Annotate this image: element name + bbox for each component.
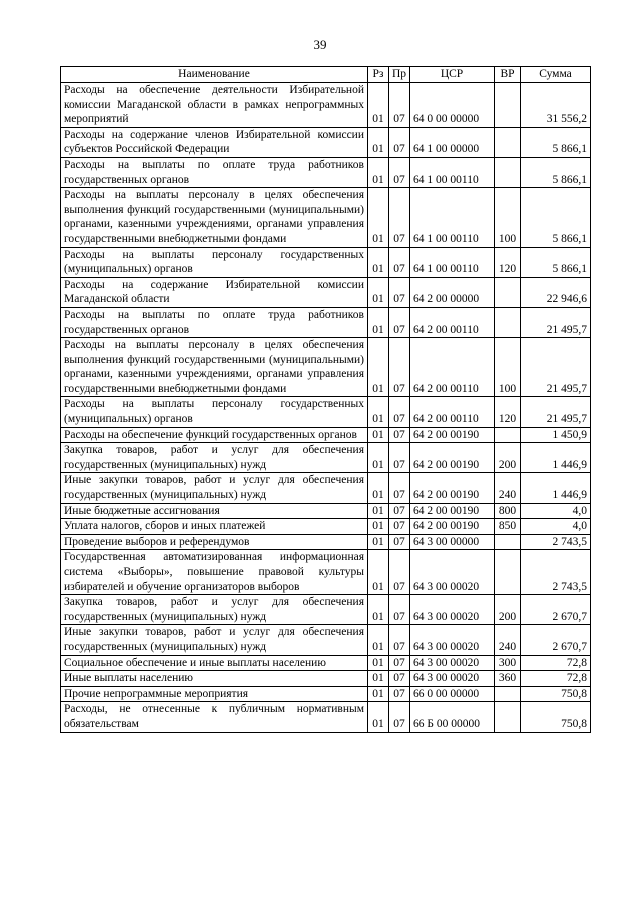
table-body [61, 83, 591, 733]
cell-rz: 01 [368, 307, 389, 337]
header-csr: ЦСР [410, 67, 495, 83]
cell-sum: 2 670,7 [521, 625, 591, 655]
cell-vr: 240 [495, 473, 521, 503]
cell-pr: 07 [389, 157, 410, 187]
cell-vr [495, 550, 521, 595]
cell-rz: 01 [368, 550, 389, 595]
cell-name: Расходы на обеспечение деятельности Избирательной комиссии Магаданской области в рамках непрограммных мероприятий [61, 83, 368, 128]
cell-name: Иные закупки товаров, работ и услуг для обеспечения государственных (муниципальных) нужд [61, 473, 368, 503]
budget-table [60, 66, 591, 733]
cell-csr: 64 3 00 00020 [410, 671, 495, 687]
cell-vr [495, 307, 521, 337]
cell-csr: 64 3 00 00020 [410, 625, 495, 655]
cell-pr: 07 [389, 307, 410, 337]
cell-rz: 01 [368, 338, 389, 397]
cell-name: Иные выплаты населению [61, 671, 368, 687]
cell-name: Социальное обеспечение и иные выплаты населению [61, 655, 368, 671]
cell-csr: 64 2 00 00110 [410, 307, 495, 337]
cell-pr: 07 [389, 277, 410, 307]
cell-pr: 07 [389, 127, 410, 157]
cell-sum: 22 946,6 [521, 277, 591, 307]
cell-vr [495, 157, 521, 187]
table-row [61, 247, 591, 277]
table-row [61, 550, 591, 595]
cell-csr: 64 3 00 00020 [410, 595, 495, 625]
cell-rz: 01 [368, 519, 389, 535]
header-pr: Пр [389, 67, 410, 83]
cell-sum: 5 866,1 [521, 247, 591, 277]
table-row [61, 686, 591, 702]
cell-pr: 07 [389, 519, 410, 535]
cell-vr [495, 277, 521, 307]
cell-csr: 64 3 00 00020 [410, 655, 495, 671]
cell-vr: 300 [495, 655, 521, 671]
table-row [61, 277, 591, 307]
table-row [61, 702, 591, 732]
cell-rz: 01 [368, 157, 389, 187]
cell-vr: 200 [495, 595, 521, 625]
header-sum: Сумма [521, 67, 591, 83]
page-number: 39 [313, 37, 327, 52]
table-row [61, 83, 591, 128]
cell-csr: 64 0 00 00000 [410, 83, 495, 128]
cell-name: Расходы на выплаты персоналу в целях обеспечения выполнения функций государственными (муниципальными) органами, казенными учреждениями, органами управления государственными внебюджетными фондами [61, 188, 368, 247]
cell-pr: 07 [389, 188, 410, 247]
cell-name: Расходы на выплаты персоналу в целях обеспечения выполнения функций государственными (муниципальными) органами, казенными учреждениями, органами управления государственными внебюджетными фондами [61, 338, 368, 397]
cell-csr: 64 1 00 00000 [410, 127, 495, 157]
cell-sum: 750,8 [521, 686, 591, 702]
cell-pr: 07 [389, 338, 410, 397]
cell-sum: 5 866,1 [521, 188, 591, 247]
table-row [61, 625, 591, 655]
cell-name: Расходы на обеспечение функций государственных органов [61, 427, 368, 443]
cell-sum: 21 495,7 [521, 397, 591, 427]
cell-vr [495, 534, 521, 550]
cell-csr: 64 2 00 00190 [410, 443, 495, 473]
cell-rz: 01 [368, 503, 389, 519]
cell-csr: 64 1 00 00110 [410, 157, 495, 187]
cell-vr [495, 83, 521, 128]
cell-name: Расходы на выплаты персоналу государственных (муниципальных) органов [61, 247, 368, 277]
cell-sum: 4,0 [521, 503, 591, 519]
cell-rz: 01 [368, 247, 389, 277]
cell-vr: 100 [495, 338, 521, 397]
table-row [61, 671, 591, 687]
cell-rz: 01 [368, 188, 389, 247]
cell-sum: 750,8 [521, 702, 591, 732]
cell-pr: 07 [389, 534, 410, 550]
cell-csr: 64 2 00 00000 [410, 277, 495, 307]
cell-vr [495, 127, 521, 157]
cell-vr: 240 [495, 625, 521, 655]
table-row [61, 188, 591, 247]
cell-rz: 01 [368, 127, 389, 157]
cell-name: Иные закупки товаров, работ и услуг для обеспечения государственных (муниципальных) нужд [61, 625, 368, 655]
cell-rz: 01 [368, 397, 389, 427]
cell-pr: 07 [389, 427, 410, 443]
table-row [61, 473, 591, 503]
cell-sum: 72,8 [521, 655, 591, 671]
cell-name: Закупка товаров, работ и услуг для обеспечения государственных (муниципальных) нужд [61, 443, 368, 473]
table-header-row [61, 67, 591, 83]
cell-csr: 64 2 00 00190 [410, 519, 495, 535]
cell-sum: 5 866,1 [521, 157, 591, 187]
cell-vr: 360 [495, 671, 521, 687]
header-vr: ВР [495, 67, 521, 83]
table-row [61, 443, 591, 473]
cell-csr: 64 1 00 00110 [410, 188, 495, 247]
cell-rz: 01 [368, 595, 389, 625]
cell-vr [495, 702, 521, 732]
cell-name: Уплата налогов, сборов и иных платежей [61, 519, 368, 535]
cell-csr: 66 0 00 00000 [410, 686, 495, 702]
cell-sum: 1 446,9 [521, 473, 591, 503]
cell-name: Закупка товаров, работ и услуг для обеспечения государственных (муниципальных) нужд [61, 595, 368, 625]
table-row [61, 519, 591, 535]
table-row [61, 655, 591, 671]
cell-pr: 07 [389, 625, 410, 655]
cell-csr: 64 2 00 00190 [410, 473, 495, 503]
cell-csr: 64 2 00 00110 [410, 338, 495, 397]
cell-name: Расходы на выплаты по оплате труда работников государственных органов [61, 307, 368, 337]
cell-name: Расходы на содержание Избирательной комиссии Магаданской области [61, 277, 368, 307]
cell-pr: 07 [389, 83, 410, 128]
cell-name: Расходы, не отнесенные к публичным нормативным обязательствам [61, 702, 368, 732]
cell-name: Расходы на выплаты по оплате труда работников государственных органов [61, 157, 368, 187]
cell-csr: 64 2 00 00110 [410, 397, 495, 427]
cell-rz: 01 [368, 473, 389, 503]
cell-sum: 2 670,7 [521, 595, 591, 625]
cell-csr: 64 3 00 00020 [410, 550, 495, 595]
cell-vr: 120 [495, 247, 521, 277]
cell-sum: 21 495,7 [521, 338, 591, 397]
table-row [61, 127, 591, 157]
cell-sum: 1 450,9 [521, 427, 591, 443]
cell-sum: 21 495,7 [521, 307, 591, 337]
cell-pr: 07 [389, 397, 410, 427]
cell-vr: 200 [495, 443, 521, 473]
cell-sum: 72,8 [521, 671, 591, 687]
cell-rz: 01 [368, 277, 389, 307]
cell-pr: 07 [389, 655, 410, 671]
cell-pr: 07 [389, 702, 410, 732]
cell-sum: 31 556,2 [521, 83, 591, 128]
table-row [61, 307, 591, 337]
cell-vr: 120 [495, 397, 521, 427]
cell-csr: 64 2 00 00190 [410, 503, 495, 519]
cell-name: Проведение выборов и референдумов [61, 534, 368, 550]
cell-rz: 01 [368, 655, 389, 671]
table-row [61, 534, 591, 550]
table-row [61, 427, 591, 443]
cell-rz: 01 [368, 83, 389, 128]
cell-pr: 07 [389, 550, 410, 595]
cell-rz: 01 [368, 671, 389, 687]
cell-rz: 01 [368, 702, 389, 732]
cell-pr: 07 [389, 503, 410, 519]
cell-csr: 64 2 00 00190 [410, 427, 495, 443]
cell-vr: 100 [495, 188, 521, 247]
cell-name: Расходы на содержание членов Избирательной комиссии субъектов Российской Федерации [61, 127, 368, 157]
table-row [61, 157, 591, 187]
table-row [61, 338, 591, 397]
table-row [61, 397, 591, 427]
cell-name: Прочие непрограммные мероприятия [61, 686, 368, 702]
cell-csr: 64 3 00 00000 [410, 534, 495, 550]
cell-vr: 850 [495, 519, 521, 535]
cell-sum: 5 866,1 [521, 127, 591, 157]
cell-csr: 64 1 00 00110 [410, 247, 495, 277]
cell-vr: 800 [495, 503, 521, 519]
cell-pr: 07 [389, 473, 410, 503]
table-row [61, 503, 591, 519]
cell-vr [495, 686, 521, 702]
cell-sum: 4,0 [521, 519, 591, 535]
header-rz: Рз [368, 67, 389, 83]
cell-rz: 01 [368, 686, 389, 702]
cell-pr: 07 [389, 595, 410, 625]
cell-vr [495, 427, 521, 443]
table-row [61, 595, 591, 625]
cell-sum: 2 743,5 [521, 534, 591, 550]
header-name: Наименование [61, 67, 368, 83]
cell-name: Расходы на выплаты персоналу государственных (муниципальных) органов [61, 397, 368, 427]
cell-rz: 01 [368, 625, 389, 655]
cell-csr: 66 Б 00 00000 [410, 702, 495, 732]
cell-pr: 07 [389, 443, 410, 473]
cell-pr: 07 [389, 686, 410, 702]
cell-name: Государственная автоматизированная информационная система «Выборы», повышение правовой культуры избирателей и обучение организаторов выборов [61, 550, 368, 595]
cell-sum: 1 446,9 [521, 443, 591, 473]
cell-sum: 2 743,5 [521, 550, 591, 595]
cell-rz: 01 [368, 427, 389, 443]
cell-pr: 07 [389, 247, 410, 277]
cell-rz: 01 [368, 534, 389, 550]
cell-name: Иные бюджетные ассигнования [61, 503, 368, 519]
cell-rz: 01 [368, 443, 389, 473]
cell-pr: 07 [389, 671, 410, 687]
